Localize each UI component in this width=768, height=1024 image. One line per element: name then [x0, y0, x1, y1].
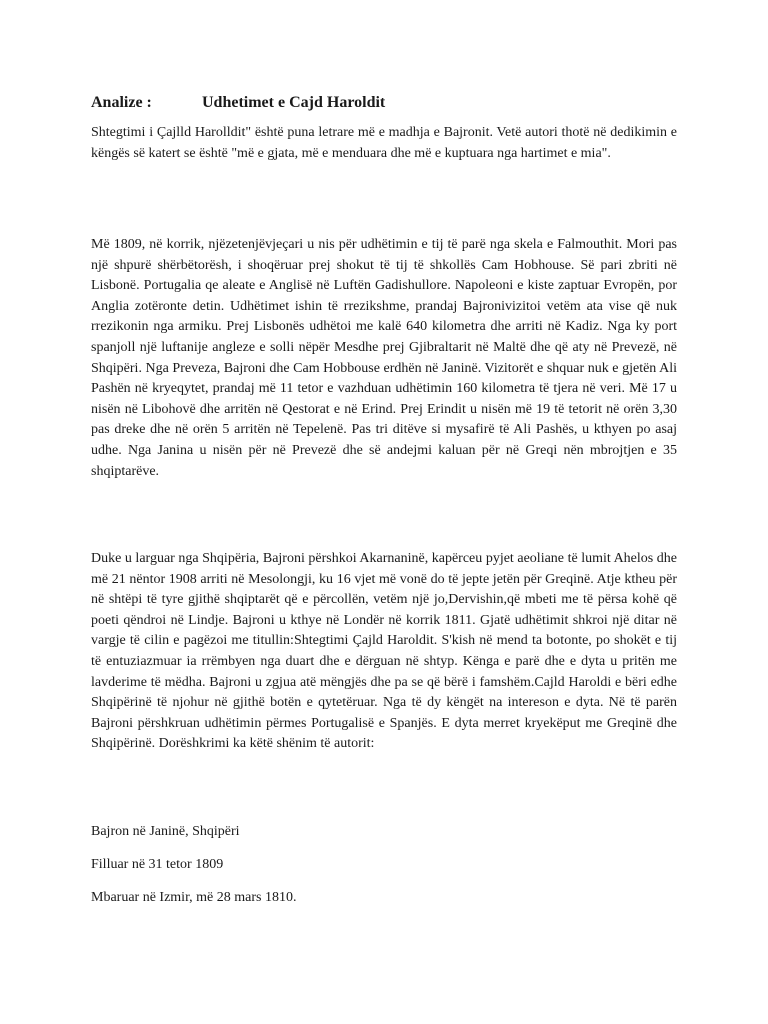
- signature-line-started: Filluar në 31 tetor 1809: [91, 857, 224, 872]
- document-page: [91, 0, 677, 1024]
- heading-title: Udhetimet e Cajd Haroldit: [202, 94, 386, 111]
- heading-label: Analize :: [91, 94, 152, 111]
- paragraph-intro: Shtegtimi i Çajlld Harolldit" është puna letrare më e madhja e Bajronit. Vetë autori thotë në dedikimin e këngës së katert se është "më e gjata, më e menduara dhe më e kuptuara nga hartimet e mia".: [91, 125, 677, 161]
- paragraph-journey: Më 1809, në korrik, njëzetenjëvjeçari u nis për udhëtimin e tij të parë nga skela e Falmouthit. Mori pas një shpurë shërbëtorësh, i shoqëruar prej shokut të tij të shkollës Cam Hobhouse. Së pari zbriti në Lisbonë. Portugalia qe aleate e Anglisë në Luftën Gadishullore. Napoleoni e kiste zaptuar Evropën, por Anglia zotëronte detin. Udhëtimet ishin të rrezikshme, prandaj Bajronivizitoi vetëm ata vise që nuk rrezikonin nga armiku. Prej Lisbonës udhëtoi me kalë 640 kilometra dhe arriti në Kadiz. Nga ky port spanjoll një luftanije angleze e solli nëpër Mesdhe prej Gjibraltarit në Maltë dhe që aty në Prevezë, në Shqipëri. Nga Preveza, Bajroni dhe Cam Hobbouse erdhën në Janinë. Vizitorët e shquar nuk e gjetën Ali Pashën në kryeqytet, prandaj më 11 tetor e vazhduan udhëtimin 160 kilometra të tjera në veri. Më 17 u nisën në Libohovë dhe arritën në Qestorat e në Erind. Prej Erindit u nisën më 19 të tetorit në orën 3,30 pas dreke dhe në orën 5 arritën në Tepelenë. Pas tri ditëve si mysafirë të Ali Pashës, u kthyen po asaj udhe. Nga Janina u nisën për në Prevezë dhe së andejmi kaluan për në Greqi nën mbrojtjen e 35 shqiptarëve.: [91, 237, 677, 479]
- signature-line-finished: Mbaruar në Izmir, më 28 mars 1810.: [91, 890, 297, 905]
- paragraph-return: Duke u larguar nga Shqipëria, Bajroni përshkoi Akarnaninë, kapërceu pyjet aeoliane të lumit Ahelos dhe më 21 nëntor 1908 arriti në Mesolongji, ku 16 vjet më vonë do të jepte jetën për Greqinë. Atje ktheu për në shtëpi të tyre gjithë shqiptarët që e përcollën, vetëm një jo,Dervishin,që mbeti me të përsa kohë që poeti qëndroi në Lindje. Bajroni u kthye në Londër në korrik 1811. Gjatë udhëtimit shkroi një ditar në vargje të cilin e pagëzoi me titullin:Shtegtimi Çajld Haroldit. S'kish në mend ta botonte, po shokët e tij të entuziazmuar ia rrëmbyen nga duart dhe e dërguan në shtyp. Kënga e parë dhe e dyta u pritën me lavderime të mëdha. Bajroni u zgjua atë mëngjës dhe pa se që bërë i famshëm.Cajld Haroldi e bëri edhe Shqipërinë të njohur në gjithë botën e qytetëruar. Nga të dy këngët na intereson e dyta. Në të parën Bajroni përshkruan udhëtimin përmes Portugalisë e Spanjës. E dyta merret kryekëput me Greqinë dhe Shqipërinë. Dorëshkrimi ka këtë shënim të autorit:: [91, 551, 677, 752]
- document-heading: [91, 94, 385, 112]
- signature-line-place: Bajron në Janinë, Shqipëri: [91, 824, 240, 839]
